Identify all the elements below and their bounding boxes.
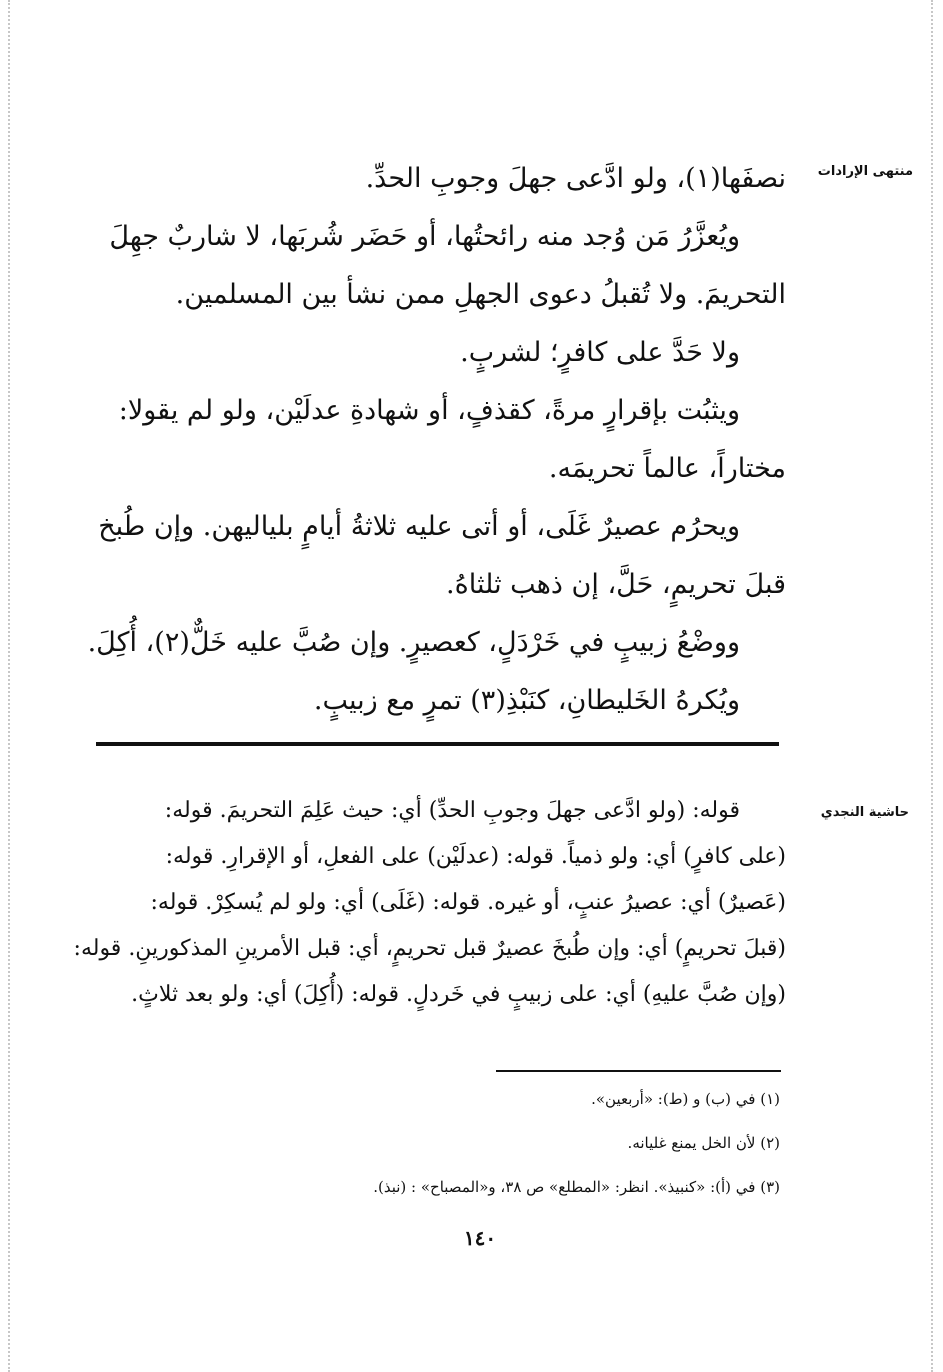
main-text-line: نصفَها(١)، ولو ادَّعى جهلَ وجوبِ الحدِّ.	[365, 163, 786, 194]
footnote: (٣) في (أ): «كنبيذ». انظر: «المطلع» ص ٣٨، و«المصباح» : (نبذ).	[373, 1178, 780, 1196]
main-text-line: ولا حَدَّ على كافرٍ؛ لشربٍ.	[460, 337, 740, 368]
main-text-line: مختاراً، عالماً تحريمَه.	[548, 453, 786, 484]
commentary-line: (على كافرٍ) أي: ولو ذمياً. قوله: (عدلَيْن) على الفعلِ، أو الإقرارِ. قوله:	[165, 844, 786, 869]
commentary-line: (عَصيرٌ) أي: عصيرُ عنبٍ، أو غيره. قوله: (غَلَى) أي: ولو لم يُسكِرْ. قوله:	[150, 890, 786, 915]
main-text-line: ويُعزَّرُ مَن وُجد منه رائحتُها، أو حَضَر شُربَها، لا شاربٌ جهِلَ	[109, 221, 740, 252]
main-text-separator	[96, 742, 779, 746]
main-text-line: قبلَ تحريمٍ، حَلَّ، إن ذهب ثلثاهُ.	[446, 569, 786, 600]
page-number: ١٤٠	[463, 1226, 497, 1250]
main-text-line: ويحرُم عصيرٌ غَلَى، أو أتى عليه ثلاثةُ أيامٍ بلياليهن. وإن طُبخ	[98, 511, 740, 542]
main-text-margin-label: منتهى الإرادات	[817, 164, 913, 179]
main-text-line: التحريمَ. ولا تُقبلُ دعوى الجهلِ ممن نشأ بين المسلمين.	[175, 279, 786, 310]
main-text-line: ويثبُت بإقرارٍ مرةً، كقذفٍ، أو شهادةِ عدلَيْن، ولو لم يقولا:	[118, 395, 740, 426]
commentary-line: (قبلَ تحريمٍ) أي: وإن طُبخَ عصيرٌ قبل تحريمٍ، أي: قبل الأمرينِ المذكورينِ. قوله:	[73, 936, 786, 961]
footnote: (٢) لأن الخل يمنع غليانه.	[627, 1134, 780, 1152]
footnote-separator	[496, 1070, 781, 1072]
main-text-line: ويُكرهُ الخَليطانِ، كنَبْذِ(٣) تمرٍ مع زبيبٍ.	[313, 685, 740, 716]
scan-left-edge	[8, 0, 10, 1372]
commentary-line: (وإن صُبَّ عليهِ) أي: على زبيبٍ في خَردلٍ. قوله: (أُكِلَ) أي: ولو بعد ثلاثٍ.	[131, 982, 786, 1007]
footnote: (١) في (ب) و (ط): «أربعين».	[591, 1090, 780, 1108]
commentary-line: قوله: (ولو ادَّعى جهلَ وجوبِ الحدِّ) أي: حيث عَلِمَ التحريمَ. قوله:	[164, 798, 740, 823]
main-text-line: ووضْعُ زبيبٍ في خَرْدَلٍ، كعصيرٍ. وإن صُبَّ عليه خَلٌّ(٢)، أُكِلَ.	[87, 627, 740, 658]
main-text-block	[87, 150, 786, 730]
commentary-margin-label: حاشية النجدي	[820, 805, 909, 820]
footnotes-block	[120, 1088, 780, 1220]
scan-right-edge	[931, 0, 933, 1372]
commentary-block	[73, 788, 786, 1018]
